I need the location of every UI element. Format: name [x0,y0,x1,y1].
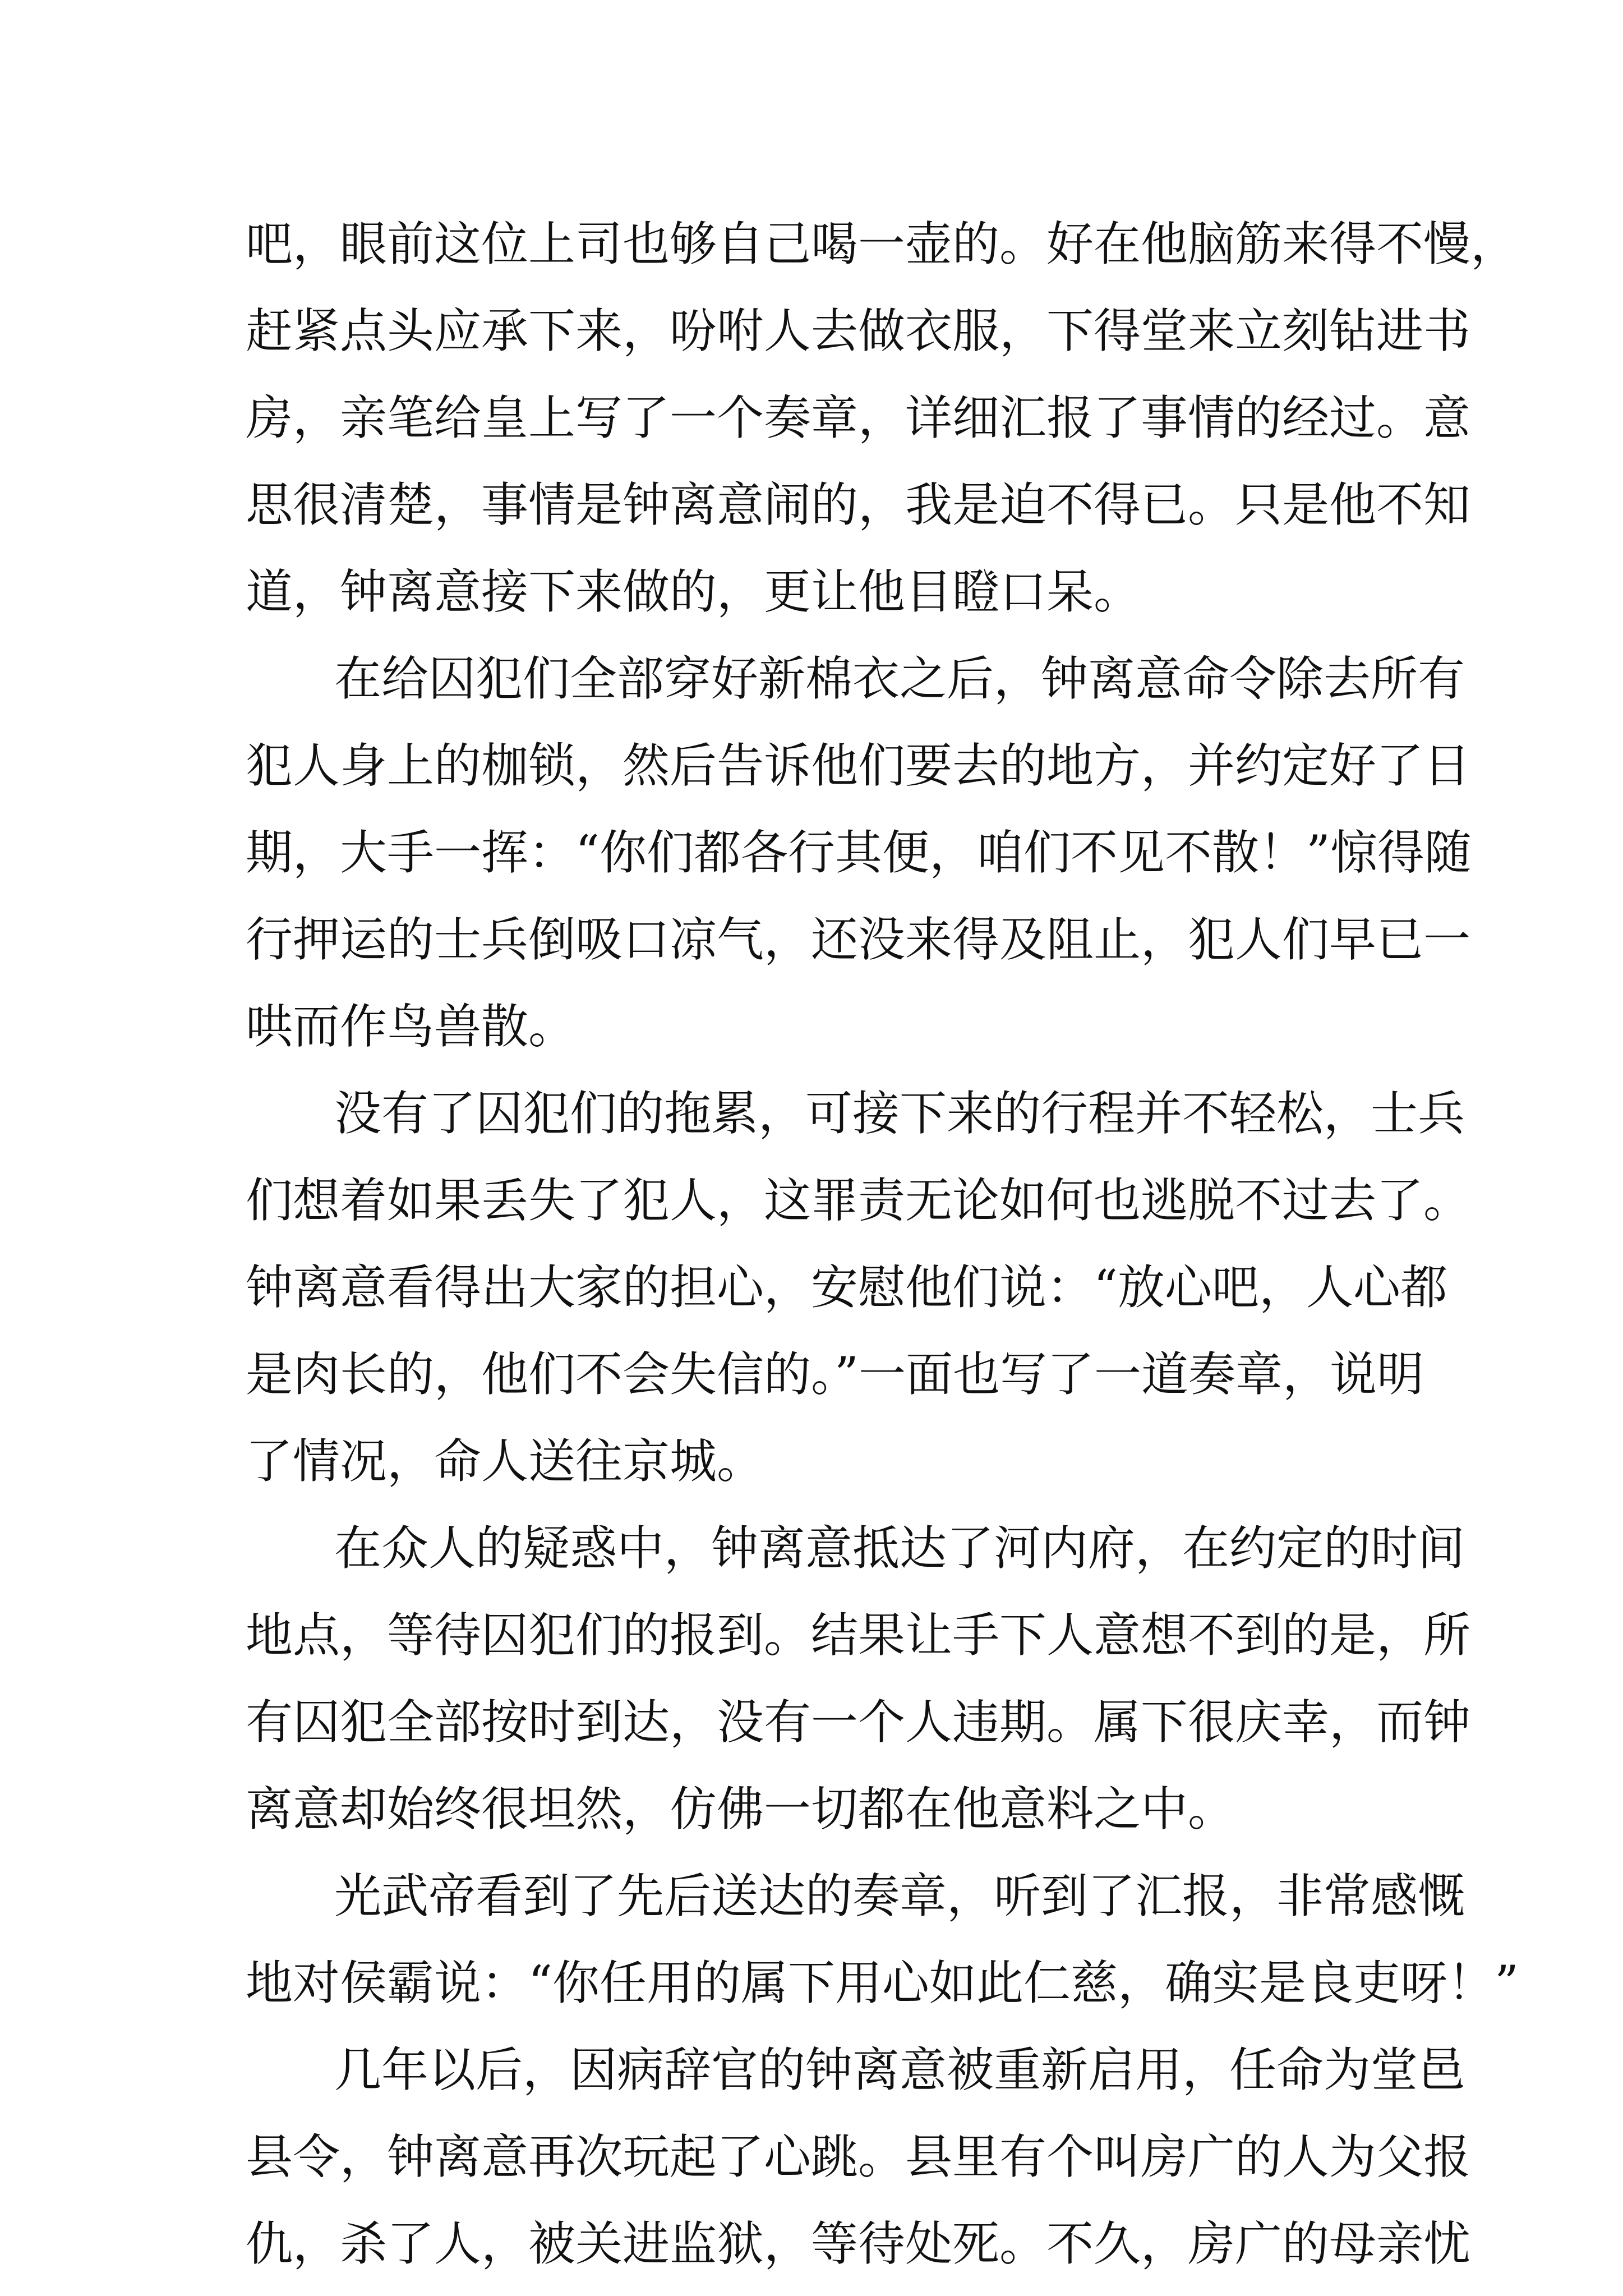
paragraph-first-line: 在给囚犯们全部穿好新棉衣之后，钟离意命令除去所有 [334,651,1465,706]
text-line: 是肉长的，他们不会失信的。”一面也写了一道奏章，说明 [246,1347,1424,1402]
text-line: 有囚犯全部按时到达，没有一个人违期。属下很庆幸，而钟 [246,1695,1471,1750]
text-line: 犯人身上的枷锁，然后告诉他们要去的地方，并约定好了日 [246,738,1471,793]
paragraph-first-line: 没有了囚犯们的拖累，可接下来的行程并不轻松，士兵 [334,1086,1465,1141]
text-line: 县令，钟离意再次玩起了心跳。县里有个叫房广的人为父报 [246,2129,1471,2184]
paragraph-first-line: 几年以后，因病辞官的钟离意被重新启用，任命为堂邑 [334,2042,1465,2097]
text-line: 道，钟离意接下来做的，更让他目瞪口呆。 [246,564,1141,619]
text-line: 地对侯霸说：“你任用的属下用心如此仁慈，确实是良吏呀！” [246,1955,1519,2010]
text-line: 期，大手一挥：“你们都各行其便，咱们不见不散！”惊得随 [246,825,1472,880]
text-line: 仇，杀了人，被关进监狱，等待处死。不久，房广的母亲忧 [246,2216,1471,2271]
text-line: 们想着如果丢失了犯人，这罪责无论如何也逃脱不过去了。 [246,1173,1471,1228]
paragraph-first-line: 光武帝看到了先后送达的奏章，听到了汇报，非常感慨 [334,1869,1465,1924]
text-line: 吧，眼前这位上司也够自己喝一壶的。好在他脑筋来得不慢， [246,217,1518,272]
text-line: 钟离意看得出大家的担心，安慰他们说：“放心吧，人心都 [246,1260,1447,1315]
paragraph-first-line: 在众人的疑惑中，钟离意抵达了河内府，在约定的时间 [334,1521,1465,1576]
text-line: 离意却始终很坦然，仿佛一切都在他意料之中。 [246,1782,1235,1837]
text-line: 了情况，命人送往京城。 [246,1434,764,1489]
text-line: 赶紧点头应承下来，吩咐人去做衣服，下得堂来立刻钻进书 [246,303,1471,358]
text-line: 房，亲笔给皇上写了一个奏章，详细汇报了事情的经过。意 [246,390,1471,445]
text-line: 哄而作鸟兽散。 [246,999,576,1054]
text-line: 行押运的士兵倒吸口凉气，还没来得及阻止，犯人们早已一 [246,912,1471,967]
document-body [246,201,1519,2288]
text-line: 思很清楚，事情是钟离意闹的，我是迫不得已。只是他不知 [246,477,1471,532]
text-line: 地点，等待囚犯们的报到。结果让手下人意想不到的是，所 [246,1608,1471,1663]
